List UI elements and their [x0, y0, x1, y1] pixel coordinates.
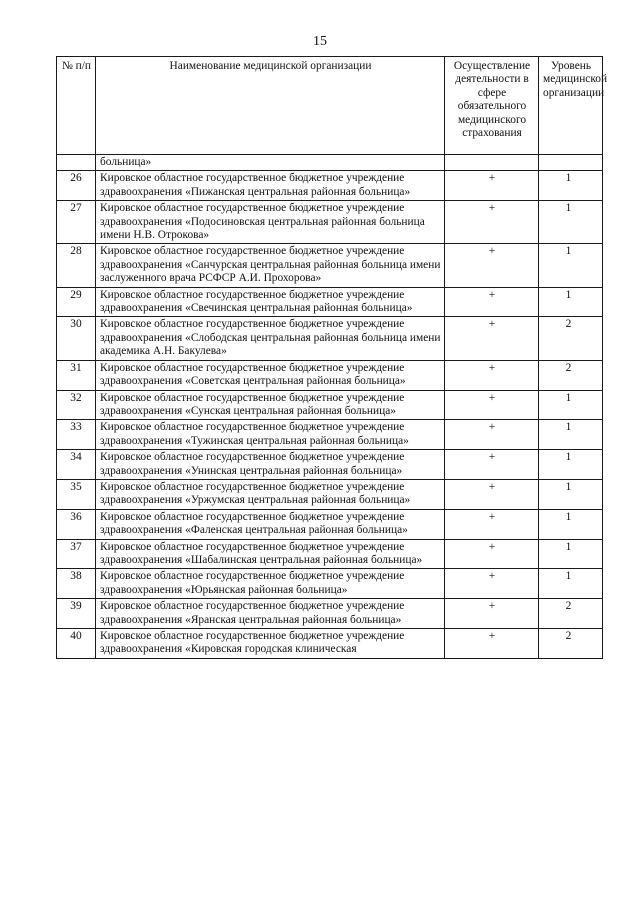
table-row-continuation [57, 155, 603, 171]
cell-level: 2 [539, 317, 603, 360]
cell-oms [445, 155, 539, 171]
cell-number: 37 [57, 539, 96, 569]
cell-organization-name: Кировское областное государственное бюджетное учреждение здравоохранения «Кировская городская клиническая [96, 629, 445, 659]
cell-organization-name: больница» [96, 155, 445, 171]
table-row [57, 287, 603, 317]
cell-level: 1 [539, 479, 603, 509]
cell-organization-name: Кировское областное государственное бюджетное учреждение здравоохранения «Слободская центральная районная больница имени академика А.Н. Бакулева» [96, 317, 445, 360]
cell-oms: + [445, 171, 539, 201]
cell-organization-name: Кировское областное государственное бюджетное учреждение здравоохранения «Шабалинская центральная районная больница» [96, 539, 445, 569]
cell-number: 40 [57, 629, 96, 659]
table-header-row [57, 57, 603, 155]
cell-number: 32 [57, 390, 96, 420]
cell-oms: + [445, 569, 539, 599]
cell-level: 1 [539, 450, 603, 480]
cell-number: 38 [57, 569, 96, 599]
cell-level: 2 [539, 360, 603, 390]
cell-oms: + [445, 244, 539, 287]
cell-level: 1 [539, 171, 603, 201]
cell-oms: + [445, 479, 539, 509]
cell-level: 1 [539, 287, 603, 317]
cell-organization-name: Кировское областное государственное бюджетное учреждение здравоохранения «Пижанская центральная районная больница» [96, 171, 445, 201]
cell-oms: + [445, 450, 539, 480]
cell-oms: + [445, 390, 539, 420]
table-row [57, 360, 603, 390]
cell-organization-name: Кировское областное государственное бюджетное учреждение здравоохранения «Сунская центральная районная больница» [96, 390, 445, 420]
header-organization-level: Уровень медицинской организации [539, 57, 603, 155]
table-row [57, 569, 603, 599]
cell-oms: + [445, 599, 539, 629]
cell-organization-name: Кировское областное государственное бюджетное учреждение здравоохранения «Советская центральная районная больница» [96, 360, 445, 390]
table-row [57, 479, 603, 509]
cell-number: 34 [57, 450, 96, 480]
cell-number: 35 [57, 479, 96, 509]
header-organization-name: Наименование медицинской организации [96, 57, 445, 155]
cell-number: 39 [57, 599, 96, 629]
table-row [57, 420, 603, 450]
cell-level: 1 [539, 569, 603, 599]
cell-level: 1 [539, 509, 603, 539]
cell-level: 1 [539, 390, 603, 420]
cell-oms: + [445, 509, 539, 539]
cell-oms: + [445, 420, 539, 450]
table-row [57, 629, 603, 659]
cell-oms: + [445, 360, 539, 390]
cell-organization-name: Кировское областное государственное бюджетное учреждение здравоохранения «Яранская центральная районная больница» [96, 599, 445, 629]
table-row [57, 509, 603, 539]
cell-level [539, 155, 603, 171]
cell-number: 29 [57, 287, 96, 317]
cell-organization-name: Кировское областное государственное бюджетное учреждение здравоохранения «Уржумская центральная районная больница» [96, 479, 445, 509]
table-row [57, 539, 603, 569]
cell-number [57, 155, 96, 171]
cell-number: 33 [57, 420, 96, 450]
cell-oms: + [445, 629, 539, 659]
table-row [57, 171, 603, 201]
table-row [57, 244, 603, 287]
cell-organization-name: Кировское областное государственное бюджетное учреждение здравоохранения «Унинская центральная районная больница» [96, 450, 445, 480]
cell-number: 30 [57, 317, 96, 360]
cell-number: 27 [57, 201, 96, 244]
cell-level: 1 [539, 244, 603, 287]
cell-oms: + [445, 287, 539, 317]
cell-number: 28 [57, 244, 96, 287]
cell-organization-name: Кировское областное государственное бюджетное учреждение здравоохранения «Санчурская центральная районная больница имени заслуженного врача РСФСР А.И. Прохорова» [96, 244, 445, 287]
table-row [57, 599, 603, 629]
cell-organization-name: Кировское областное государственное бюджетное учреждение здравоохранения «Подосиновская центральная районная больница имени Н.В. Отрокова» [96, 201, 445, 244]
page-number: 15 [313, 34, 327, 49]
cell-level: 1 [539, 539, 603, 569]
header-oms-activity: Осуществление деятельности в сфере обязательного медицинского страхования [445, 57, 539, 155]
cell-organization-name: Кировское областное государственное бюджетное учреждение здравоохранения «Юрьянская районная больница» [96, 569, 445, 599]
cell-organization-name: Кировское областное государственное бюджетное учреждение здравоохранения «Тужинская центральная районная больница» [96, 420, 445, 450]
table-row [57, 317, 603, 360]
cell-oms: + [445, 539, 539, 569]
cell-number: 31 [57, 360, 96, 390]
cell-number: 36 [57, 509, 96, 539]
cell-organization-name: Кировское областное государственное бюджетное учреждение здравоохранения «Свечинская центральная районная больница» [96, 287, 445, 317]
table-row [57, 201, 603, 244]
cell-level: 2 [539, 599, 603, 629]
table-row [57, 450, 603, 480]
cell-number: 26 [57, 171, 96, 201]
cell-oms: + [445, 317, 539, 360]
cell-level: 1 [539, 201, 603, 244]
cell-level: 1 [539, 420, 603, 450]
cell-level: 2 [539, 629, 603, 659]
medical-organizations-table [56, 56, 608, 659]
cell-oms: + [445, 201, 539, 244]
table-row [57, 390, 603, 420]
header-number: № п/п [57, 57, 96, 155]
cell-organization-name: Кировское областное государственное бюджетное учреждение здравоохранения «Фаленская центральная районная больница» [96, 509, 445, 539]
